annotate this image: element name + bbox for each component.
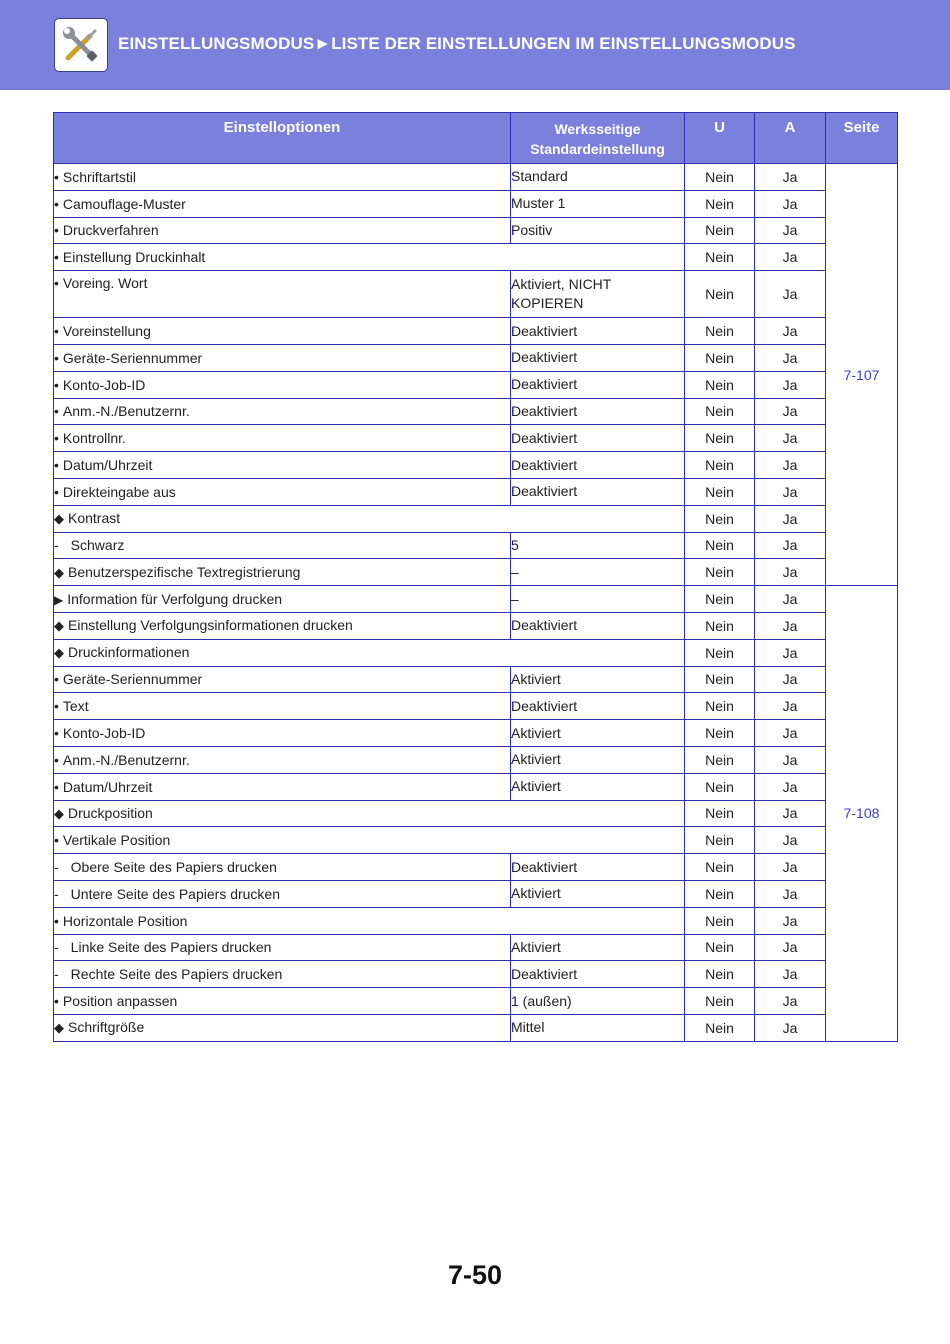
a-cell: Ja [755, 344, 826, 371]
row-marker: • [54, 778, 59, 795]
row-marker: • [54, 993, 59, 1009]
option-label: Kontrast [68, 510, 121, 527]
u-cell: Nein [685, 559, 755, 586]
option-cell [54, 505, 685, 532]
table-row [54, 666, 898, 693]
a-cell: Ja [755, 452, 826, 479]
row-marker: • [54, 275, 59, 292]
option-cell [54, 452, 511, 479]
a-cell: Ja [755, 398, 826, 425]
option-label: Druckverfahren [62, 222, 159, 239]
a-cell: Ja [755, 773, 826, 800]
u-cell: Nein [685, 271, 755, 318]
default-cell: Aktiviert [511, 934, 685, 961]
u-cell: Nein [685, 586, 755, 613]
option-cell [54, 639, 685, 666]
table-row [54, 720, 898, 747]
table-row [54, 425, 898, 452]
default-cell: Deaktiviert [511, 854, 685, 881]
table-row [54, 612, 898, 639]
default-cell: Positiv [511, 217, 685, 244]
u-cell: Nein [685, 773, 755, 800]
table-row [54, 244, 898, 271]
default-cell: Deaktiviert [511, 612, 685, 639]
option-cell [54, 773, 511, 800]
row-marker: - [54, 939, 59, 956]
a-cell: Ja [755, 988, 826, 1015]
row-marker: • [54, 457, 59, 474]
option-label: Voreinstellung [62, 323, 151, 340]
u-cell: Nein [685, 800, 755, 827]
option-label: Druckinformationen [68, 644, 190, 661]
row-marker: • [54, 349, 59, 366]
table-row [54, 452, 898, 479]
default-cell: Mittel [511, 1014, 685, 1041]
row-marker: ◆ [54, 1020, 64, 1036]
table-row [54, 988, 898, 1015]
option-label: Horizontale Position [62, 912, 188, 929]
table-row [54, 586, 898, 613]
option-label: Datum/Uhrzeit [62, 457, 153, 474]
row-marker: ◆ [54, 618, 64, 634]
u-cell: Nein [685, 371, 755, 398]
header-u: U [685, 113, 755, 164]
a-cell: Ja [755, 934, 826, 961]
option-cell [54, 666, 511, 693]
header-default-line2: Standardeinstellung [530, 141, 665, 157]
u-cell: Nein [685, 720, 755, 747]
default-cell: Aktiviert [511, 666, 685, 693]
option-label: Geräte-Seriennummer [62, 671, 203, 688]
row-marker: • [54, 725, 59, 742]
row-marker: - [54, 966, 59, 983]
u-cell: Nein [685, 934, 755, 961]
option-label: Position anpassen [62, 993, 178, 1009]
table-row [54, 907, 898, 934]
option-cell [54, 244, 685, 271]
table-row [54, 371, 898, 398]
table-row [54, 398, 898, 425]
option-label: Camouflage-Muster [62, 195, 186, 212]
u-cell: Nein [685, 505, 755, 532]
u-cell: Nein [685, 452, 755, 479]
table-row [54, 559, 898, 586]
header-banner [0, 0, 950, 90]
option-cell [54, 800, 685, 827]
option-label: Obere Seite des Papiers drucken [70, 859, 277, 876]
option-label: Vertikale Position [62, 832, 171, 849]
option-label: Konto-Job-ID [62, 376, 146, 393]
option-label: Schwarz [70, 537, 125, 554]
option-label: Schriftgröße [68, 1019, 145, 1036]
row-marker: • [54, 751, 59, 768]
option-label: Voreing. Wort [62, 275, 148, 292]
option-cell [54, 880, 511, 907]
option-cell [54, 961, 511, 988]
header-default [511, 113, 685, 164]
a-cell: Ja [755, 693, 826, 720]
option-label: Information für Verfolgung drucken [67, 591, 283, 608]
u-cell: Nein [685, 693, 755, 720]
option-cell [54, 318, 511, 345]
row-marker: • [54, 483, 59, 500]
table-row [54, 773, 898, 800]
row-marker: ◆ [54, 511, 64, 527]
option-cell [54, 854, 511, 881]
option-cell [54, 827, 685, 854]
u-cell: Nein [685, 907, 755, 934]
u-cell: Nein [685, 344, 755, 371]
page-reference-link[interactable] [826, 586, 898, 1042]
table-row [54, 478, 898, 505]
option-label: Linke Seite des Papiers drucken [70, 939, 272, 956]
row-marker: ▶ [54, 593, 64, 608]
a-cell: Ja [755, 190, 826, 217]
a-cell: Ja [755, 425, 826, 452]
option-cell [54, 720, 511, 747]
row-marker: • [54, 323, 59, 340]
option-label: Benutzerspezifische Textregistrierung [68, 563, 301, 580]
option-label: Untere Seite des Papiers drucken [70, 885, 281, 902]
default-cell: – [511, 559, 685, 586]
table-row [54, 880, 898, 907]
default-cell: 1 (außen) [511, 988, 685, 1015]
option-label: Schriftartstil [62, 168, 137, 185]
option-cell [54, 586, 511, 613]
option-label: Einstellung Druckinhalt [62, 249, 206, 266]
table-row [54, 800, 898, 827]
u-cell: Nein [685, 478, 755, 505]
option-label: Geräte-Seriennummer [62, 349, 203, 366]
u-cell: Nein [685, 1014, 755, 1041]
default-cell: Deaktiviert [511, 961, 685, 988]
table-row [54, 639, 898, 666]
a-cell: Ja [755, 639, 826, 666]
u-cell: Nein [685, 398, 755, 425]
option-cell [54, 934, 511, 961]
page-reference-label: 7-108 [843, 805, 880, 822]
page-number: 7-50 [447, 1260, 503, 1290]
u-cell: Nein [685, 666, 755, 693]
option-cell [54, 478, 511, 505]
row-marker: • [54, 168, 59, 185]
row-marker: • [54, 222, 59, 239]
a-cell: Ja [755, 1014, 826, 1041]
header-page: Seite [826, 113, 898, 164]
table-row [54, 827, 898, 854]
row-marker: ◆ [54, 645, 64, 661]
a-cell: Ja [755, 961, 826, 988]
u-cell: Nein [685, 827, 755, 854]
default-cell: Deaktiviert [511, 318, 685, 345]
a-cell: Ja [755, 746, 826, 773]
table-row [54, 190, 898, 217]
a-cell: Ja [755, 164, 826, 191]
default-cell: Aktiviert [511, 746, 685, 773]
row-marker: - [54, 885, 59, 902]
header-default-line1: Werksseitige [554, 121, 641, 137]
u-cell: Nein [685, 639, 755, 666]
option-cell [54, 371, 511, 398]
a-cell: Ja [755, 318, 826, 345]
u-cell: Nein [685, 318, 755, 345]
row-marker: • [54, 430, 59, 447]
option-label: Anm.-N./Benutzernr. [62, 751, 190, 768]
option-label: Text [62, 698, 89, 715]
table-header-row [54, 113, 898, 164]
settings-table [53, 112, 898, 1042]
a-cell: Ja [755, 532, 826, 559]
a-cell: Ja [755, 586, 826, 613]
option-cell [54, 217, 511, 244]
option-cell [54, 907, 685, 934]
table-row [54, 746, 898, 773]
default-cell: Deaktiviert [511, 452, 685, 479]
option-cell [54, 746, 511, 773]
default-cell: Standard [511, 164, 685, 191]
u-cell: Nein [685, 988, 755, 1015]
page-title: EINSTELLUNGSMODUS►LISTE DER EINSTELLUNGEN IM EINSTELLUNGSMODUS [118, 34, 796, 53]
u-cell: Nein [685, 190, 755, 217]
a-cell: Ja [755, 371, 826, 398]
a-cell: Ja [755, 720, 826, 747]
default-cell: Deaktiviert [511, 478, 685, 505]
a-cell: Ja [755, 907, 826, 934]
option-label: Kontrollnr. [62, 430, 126, 447]
table-row [54, 1014, 898, 1041]
u-cell: Nein [685, 217, 755, 244]
row-marker: ◆ [54, 805, 64, 821]
table-row [54, 934, 898, 961]
row-marker: • [54, 376, 59, 393]
default-cell: Aktiviert [511, 720, 685, 747]
table-row [54, 271, 898, 318]
a-cell: Ja [755, 559, 826, 586]
default-cell: Muster 1 [511, 190, 685, 217]
u-cell: Nein [685, 425, 755, 452]
u-cell: Nein [685, 244, 755, 271]
default-cell: Aktiviert [511, 880, 685, 907]
table-row [54, 961, 898, 988]
a-cell: Ja [755, 505, 826, 532]
row-marker: • [54, 195, 59, 212]
option-label: Konto-Job-ID [62, 725, 146, 742]
table-body [54, 164, 898, 1042]
a-cell: Ja [755, 217, 826, 244]
option-label: Druckposition [68, 804, 153, 821]
a-cell: Ja [755, 612, 826, 639]
row-marker: ◆ [54, 564, 64, 580]
option-cell [54, 1014, 511, 1041]
option-cell [54, 271, 511, 318]
table-row [54, 318, 898, 345]
u-cell: Nein [685, 532, 755, 559]
default-cell: – [511, 586, 685, 613]
a-cell: Ja [755, 880, 826, 907]
option-cell [54, 425, 511, 452]
page-reference-label: 7-107 [843, 366, 880, 383]
u-cell: Nein [685, 854, 755, 881]
header-a: A [755, 113, 826, 164]
a-cell: Ja [755, 827, 826, 854]
default-cell: Aktiviert, NICHT KOPIEREN [511, 271, 685, 318]
option-cell [54, 344, 511, 371]
default-cell: Deaktiviert [511, 344, 685, 371]
a-cell: Ja [755, 271, 826, 318]
option-cell [54, 190, 511, 217]
default-cell: 5 [511, 532, 685, 559]
a-cell: Ja [755, 478, 826, 505]
default-cell: Deaktiviert [511, 371, 685, 398]
table-row [54, 693, 898, 720]
default-cell: Deaktiviert [511, 398, 685, 425]
row-marker: • [54, 912, 59, 929]
option-cell [54, 612, 511, 639]
option-label: Anm.-N./Benutzernr. [62, 403, 190, 420]
a-cell: Ja [755, 854, 826, 881]
u-cell: Nein [685, 612, 755, 639]
option-cell [54, 559, 511, 586]
u-cell: Nein [685, 164, 755, 191]
row-marker: • [54, 671, 59, 688]
table-row [54, 532, 898, 559]
row-marker: • [54, 832, 59, 849]
option-cell [54, 988, 511, 1015]
option-cell [54, 164, 511, 191]
tools-icon [54, 18, 108, 72]
option-label: Datum/Uhrzeit [62, 778, 153, 795]
table-row [54, 505, 898, 532]
row-marker: • [54, 249, 59, 266]
option-label: Einstellung Verfolgungsinformationen drucken [68, 617, 353, 634]
u-cell: Nein [685, 746, 755, 773]
table-row [54, 344, 898, 371]
a-cell: Ja [755, 800, 826, 827]
row-marker: - [54, 537, 59, 554]
row-marker: • [54, 698, 59, 715]
default-cell: Aktiviert [511, 773, 685, 800]
table-row [54, 854, 898, 881]
default-cell: Deaktiviert [511, 425, 685, 452]
option-cell [54, 398, 511, 425]
header-options: Einstelloptionen [54, 113, 511, 164]
table-row [54, 164, 898, 191]
a-cell: Ja [755, 666, 826, 693]
option-cell [54, 693, 511, 720]
u-cell: Nein [685, 880, 755, 907]
table-row [54, 217, 898, 244]
u-cell: Nein [685, 961, 755, 988]
option-label: Rechte Seite des Papiers drucken [70, 966, 283, 983]
page-reference-link[interactable] [826, 164, 898, 586]
option-cell [54, 532, 511, 559]
a-cell: Ja [755, 244, 826, 271]
row-marker: • [54, 403, 59, 420]
default-cell: Deaktiviert [511, 693, 685, 720]
row-marker: - [54, 859, 59, 876]
option-label: Direkteingabe aus [62, 483, 176, 500]
